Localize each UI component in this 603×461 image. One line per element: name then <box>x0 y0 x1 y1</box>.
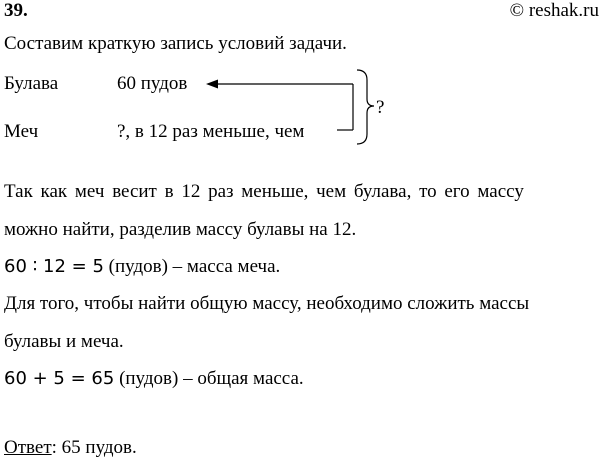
formula-1: 60 ∶ 12 = 5 <box>4 256 104 277</box>
answer-text: : 65 пудов. <box>51 437 137 458</box>
paragraph-1-line-2: можно найти, разделив массу булавы на 12. <box>4 219 357 240</box>
paragraph-2-line-1: Для того, чтобы найти общую массу, необходимо сложить массы <box>4 293 530 314</box>
paragraph-2-line-2: булавы и меча. <box>4 331 124 352</box>
formula-1-text: (пудов) – масса меча. <box>108 256 281 277</box>
mace-label: Булава <box>4 73 59 94</box>
formula-2-line <box>4 368 304 390</box>
total-question: ? <box>376 97 385 118</box>
mace-value: 60 пудов <box>117 73 188 94</box>
answer-line <box>4 437 137 459</box>
intro-text: Составим краткую запись условий задачи. <box>4 33 347 54</box>
sword-value: ?, в 12 раз меньше, чем <box>117 121 305 142</box>
formula-2: 60 + 5 = 65 <box>4 368 115 389</box>
total-brace <box>357 70 374 144</box>
answer-label: Ответ <box>4 437 52 458</box>
sword-label: Меч <box>4 121 39 142</box>
comparison-arrowhead <box>206 80 218 89</box>
paragraph-1-line-1: Так как меч весит в 12 раз меньше, чем булава, то его массу <box>4 181 524 202</box>
problem-number: 39. <box>4 0 28 21</box>
formula-1-line <box>4 256 280 278</box>
formula-2-text: (пудов) – общая масса. <box>119 368 304 389</box>
watermark: © reshak.ru <box>509 0 599 21</box>
